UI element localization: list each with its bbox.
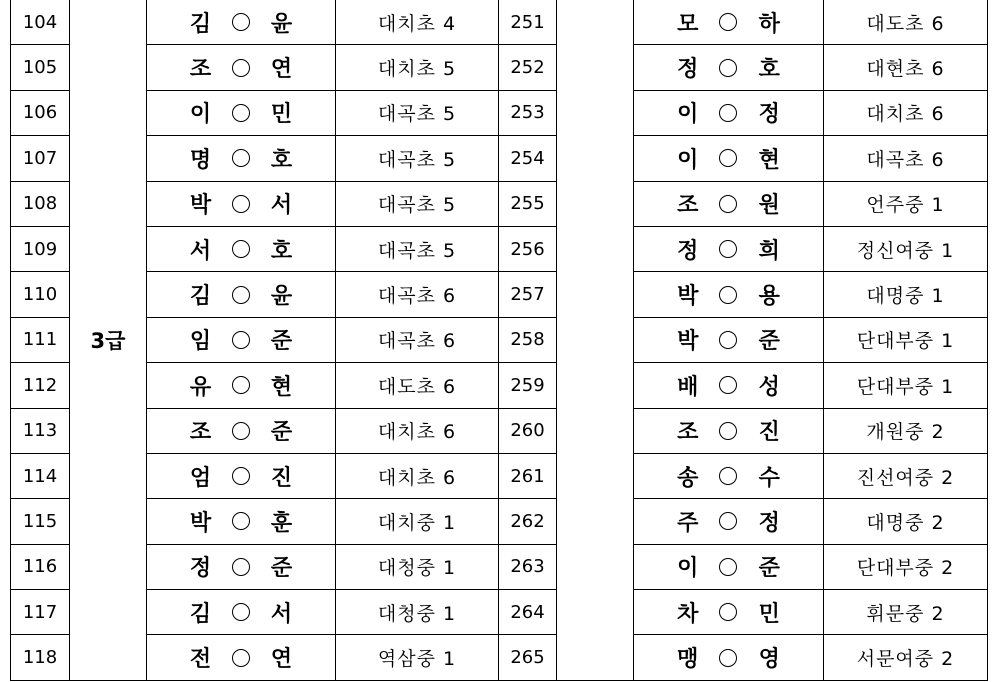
right-school-grade: 언주중 1 (824, 181, 988, 226)
left-school-grade: 대치초 6 (336, 453, 499, 498)
name-first-syllable: 박 (677, 329, 699, 355)
table-row (11, 272, 988, 317)
mask-circle-icon (719, 467, 737, 485)
name-last-syllable: 준 (270, 420, 293, 446)
right-student-name (634, 181, 824, 226)
masked-name (634, 551, 823, 582)
table-row (11, 0, 988, 45)
name-first-syllable: 조 (189, 57, 212, 83)
masked-name (634, 597, 823, 628)
left-entry-number: 118 (11, 635, 70, 680)
right-entry-number: 254 (499, 136, 557, 181)
left-school-grade: 대치초 4 (336, 0, 499, 45)
mask-circle-icon (719, 558, 737, 576)
masked-name (147, 52, 335, 83)
name-last-syllable: 현 (758, 147, 780, 173)
right-school-grade: 대명중 1 (824, 272, 988, 317)
right-school-grade: 진선여중 2 (824, 453, 988, 498)
masked-name (147, 324, 335, 355)
masked-name (147, 642, 335, 673)
right-school-grade: 대현초 6 (824, 45, 988, 90)
name-last-syllable: 용 (758, 284, 780, 310)
left-entry-number: 105 (11, 45, 70, 90)
name-last-syllable: 민 (758, 601, 780, 627)
right-school-grade: 단대부중 2 (824, 544, 988, 589)
right-student-name (634, 0, 824, 45)
left-entry-number: 112 (11, 363, 70, 408)
left-student-name (147, 226, 336, 271)
left-student-name (147, 408, 336, 453)
left-entry-number: 111 (11, 317, 70, 362)
name-first-syllable: 임 (189, 329, 212, 355)
name-first-syllable: 김 (189, 11, 212, 37)
masked-name (147, 506, 335, 537)
name-last-syllable: 윤 (270, 11, 293, 37)
left-school-grade: 대곡초 5 (336, 226, 499, 271)
mask-circle-icon (232, 13, 250, 31)
name-last-syllable: 호 (270, 238, 293, 264)
left-school-grade: 대곡초 6 (336, 317, 499, 362)
name-last-syllable: 원 (758, 193, 780, 219)
left-school-grade: 대도초 6 (336, 363, 499, 408)
table-row (11, 363, 988, 408)
name-last-syllable: 준 (270, 329, 293, 355)
right-entry-number: 255 (499, 181, 557, 226)
left-entry-number: 114 (11, 453, 70, 498)
name-first-syllable: 김 (189, 601, 212, 627)
table-row (11, 544, 988, 589)
right-school-grade: 정신여중 1 (824, 226, 988, 271)
mask-circle-icon (719, 286, 737, 304)
mask-circle-icon (719, 603, 737, 621)
masked-name (147, 597, 335, 628)
name-last-syllable: 훈 (270, 510, 293, 536)
name-last-syllable: 서 (270, 601, 293, 627)
name-first-syllable: 박 (677, 284, 699, 310)
name-last-syllable: 서 (270, 193, 293, 219)
left-entry-number: 108 (11, 181, 70, 226)
name-first-syllable: 유 (189, 374, 212, 400)
right-entry-number: 263 (499, 544, 557, 589)
masked-name (147, 370, 335, 401)
grade-level-label: 3급 (70, 0, 147, 680)
right-entry-number: 264 (499, 590, 557, 635)
table-row (11, 45, 988, 90)
left-student-name (147, 0, 336, 45)
masked-name (147, 234, 335, 265)
right-entry-number: 261 (499, 453, 557, 498)
masked-name (634, 143, 823, 174)
left-school-grade: 대곡초 5 (336, 136, 499, 181)
name-first-syllable: 맹 (677, 647, 699, 673)
left-entry-number: 104 (11, 0, 70, 45)
left-entry-number: 117 (11, 590, 70, 635)
masked-name (147, 461, 335, 492)
mask-circle-icon (719, 512, 737, 530)
name-first-syllable: 이 (189, 102, 212, 128)
masked-name (634, 415, 823, 446)
masked-name (147, 279, 335, 310)
masked-name (634, 97, 823, 128)
table-row (11, 590, 988, 635)
name-last-syllable: 준 (758, 556, 780, 582)
left-student-name (147, 544, 336, 589)
masked-name (634, 188, 823, 219)
right-student-name (634, 453, 824, 498)
left-school-grade: 대치초 5 (336, 45, 499, 90)
right-student-name (634, 363, 824, 408)
name-first-syllable: 박 (189, 193, 212, 219)
left-student-name (147, 136, 336, 181)
left-student-name (147, 590, 336, 635)
mask-circle-icon (232, 649, 250, 667)
mask-circle-icon (719, 240, 737, 258)
right-student-name (634, 408, 824, 453)
mask-circle-icon (232, 59, 250, 77)
right-school-grade: 서문여중 2 (824, 635, 988, 680)
masked-name (634, 7, 823, 38)
right-student-name (634, 90, 824, 135)
mask-circle-icon (719, 104, 737, 122)
masked-name (147, 7, 335, 38)
left-school-grade: 대곡초 6 (336, 272, 499, 317)
left-school-grade: 대청중 1 (336, 590, 499, 635)
table-row (11, 317, 988, 362)
name-first-syllable: 차 (677, 601, 699, 627)
table-row (11, 408, 988, 453)
left-school-grade: 역삼중 1 (336, 635, 499, 680)
table-row (11, 181, 988, 226)
table-row (11, 499, 988, 544)
masked-name (634, 324, 823, 355)
right-entry-number: 253 (499, 90, 557, 135)
left-entry-number: 116 (11, 544, 70, 589)
right-student-name (634, 635, 824, 680)
name-first-syllable: 정 (677, 57, 699, 83)
name-first-syllable: 주 (677, 510, 699, 536)
left-student-name (147, 453, 336, 498)
left-student-name (147, 317, 336, 362)
mask-circle-icon (719, 649, 737, 667)
name-last-syllable: 진 (758, 420, 780, 446)
name-last-syllable: 호 (270, 147, 293, 173)
masked-name (634, 461, 823, 492)
name-first-syllable: 서 (189, 238, 212, 264)
name-first-syllable: 김 (189, 284, 212, 310)
name-last-syllable: 진 (270, 465, 293, 491)
left-school-grade: 대청중 1 (336, 544, 499, 589)
table-row (11, 635, 988, 680)
mask-circle-icon (232, 467, 250, 485)
name-first-syllable: 정 (189, 556, 212, 582)
masked-name (634, 234, 823, 265)
masked-name (147, 188, 335, 219)
name-first-syllable: 송 (677, 465, 699, 491)
mask-circle-icon (232, 512, 250, 530)
right-school-grade: 단대부중 1 (824, 363, 988, 408)
masked-name (634, 506, 823, 537)
name-last-syllable: 준 (758, 329, 780, 355)
mask-circle-icon (719, 13, 737, 31)
right-student-name (634, 45, 824, 90)
name-last-syllable: 민 (270, 102, 293, 128)
name-first-syllable: 이 (677, 556, 699, 582)
mask-circle-icon (232, 104, 250, 122)
left-student-name (147, 181, 336, 226)
masked-name (634, 642, 823, 673)
name-first-syllable: 이 (677, 147, 699, 173)
right-entry-number: 260 (499, 408, 557, 453)
name-first-syllable: 정 (677, 238, 699, 264)
mask-circle-icon (232, 240, 250, 258)
mask-circle-icon (719, 59, 737, 77)
masked-name (147, 415, 335, 446)
right-entry-number: 251 (499, 0, 557, 45)
right-student-name (634, 136, 824, 181)
left-student-name (147, 90, 336, 135)
left-entry-number: 106 (11, 90, 70, 135)
name-last-syllable: 하 (758, 11, 780, 37)
right-school-grade: 휘문중 2 (824, 590, 988, 635)
right-entry-number: 256 (499, 226, 557, 271)
left-entry-number: 110 (11, 272, 70, 317)
right-school-grade: 단대부중 1 (824, 317, 988, 362)
right-student-name (634, 590, 824, 635)
right-student-name (634, 272, 824, 317)
right-entry-number: 252 (499, 45, 557, 90)
masked-name (634, 52, 823, 83)
table-row (11, 136, 988, 181)
right-school-grade: 대도초 6 (824, 0, 988, 45)
left-student-name (147, 45, 336, 90)
name-last-syllable: 준 (270, 556, 293, 582)
left-entry-number: 109 (11, 226, 70, 271)
name-first-syllable: 조 (677, 193, 699, 219)
masked-name (147, 143, 335, 174)
left-student-name (147, 363, 336, 408)
left-entry-number: 115 (11, 499, 70, 544)
table-row (11, 226, 988, 271)
right-entry-number: 262 (499, 499, 557, 544)
right-entry-number: 257 (499, 272, 557, 317)
masked-name (634, 370, 823, 401)
right-student-name (634, 317, 824, 362)
name-last-syllable: 정 (758, 102, 780, 128)
name-first-syllable: 전 (189, 647, 212, 673)
masked-name (147, 97, 335, 128)
left-school-grade: 대곡초 5 (336, 181, 499, 226)
roster-body (11, 0, 988, 680)
masked-name (634, 279, 823, 310)
right-entry-number: 258 (499, 317, 557, 362)
mask-circle-icon (232, 286, 250, 304)
roster-table (10, 0, 988, 681)
name-first-syllable: 조 (677, 420, 699, 446)
name-last-syllable: 희 (758, 238, 780, 264)
mask-circle-icon (719, 195, 737, 213)
mask-circle-icon (719, 149, 737, 167)
right-student-name (634, 499, 824, 544)
right-student-name (634, 226, 824, 271)
name-first-syllable: 명 (189, 147, 212, 173)
right-school-grade: 대곡초 6 (824, 136, 988, 181)
left-school-grade: 대곡초 5 (336, 90, 499, 135)
mask-circle-icon (719, 376, 737, 394)
mask-circle-icon (232, 558, 250, 576)
right-school-grade: 개원중 2 (824, 408, 988, 453)
table-row (11, 90, 988, 135)
name-last-syllable: 연 (270, 647, 293, 673)
mask-circle-icon (232, 603, 250, 621)
mask-circle-icon (232, 149, 250, 167)
name-first-syllable: 배 (677, 374, 699, 400)
name-last-syllable: 영 (758, 647, 780, 673)
mask-circle-icon (719, 331, 737, 349)
name-first-syllable: 모 (677, 11, 699, 37)
name-first-syllable: 엄 (189, 465, 212, 491)
right-school-grade: 대명중 2 (824, 499, 988, 544)
right-grade-cell (557, 0, 634, 680)
name-last-syllable: 수 (758, 465, 780, 491)
mask-circle-icon (719, 422, 737, 440)
left-school-grade: 대치초 6 (336, 408, 499, 453)
right-student-name (634, 544, 824, 589)
name-last-syllable: 성 (758, 374, 780, 400)
mask-circle-icon (232, 195, 250, 213)
right-entry-number: 265 (499, 635, 557, 680)
name-last-syllable: 호 (758, 57, 780, 83)
name-last-syllable: 연 (270, 57, 293, 83)
name-last-syllable: 윤 (270, 284, 293, 310)
name-first-syllable: 이 (677, 102, 699, 128)
left-student-name (147, 635, 336, 680)
mask-circle-icon (232, 331, 250, 349)
left-entry-number: 107 (11, 136, 70, 181)
left-student-name (147, 272, 336, 317)
right-school-grade: 대치초 6 (824, 90, 988, 135)
name-first-syllable: 조 (189, 420, 212, 446)
name-first-syllable: 박 (189, 510, 212, 536)
table-row (11, 453, 988, 498)
left-entry-number: 113 (11, 408, 70, 453)
name-last-syllable: 현 (270, 374, 293, 400)
name-last-syllable: 정 (758, 510, 780, 536)
right-entry-number: 259 (499, 363, 557, 408)
masked-name (147, 551, 335, 582)
mask-circle-icon (232, 422, 250, 440)
mask-circle-icon (232, 376, 250, 394)
left-school-grade: 대치중 1 (336, 499, 499, 544)
left-student-name (147, 499, 336, 544)
